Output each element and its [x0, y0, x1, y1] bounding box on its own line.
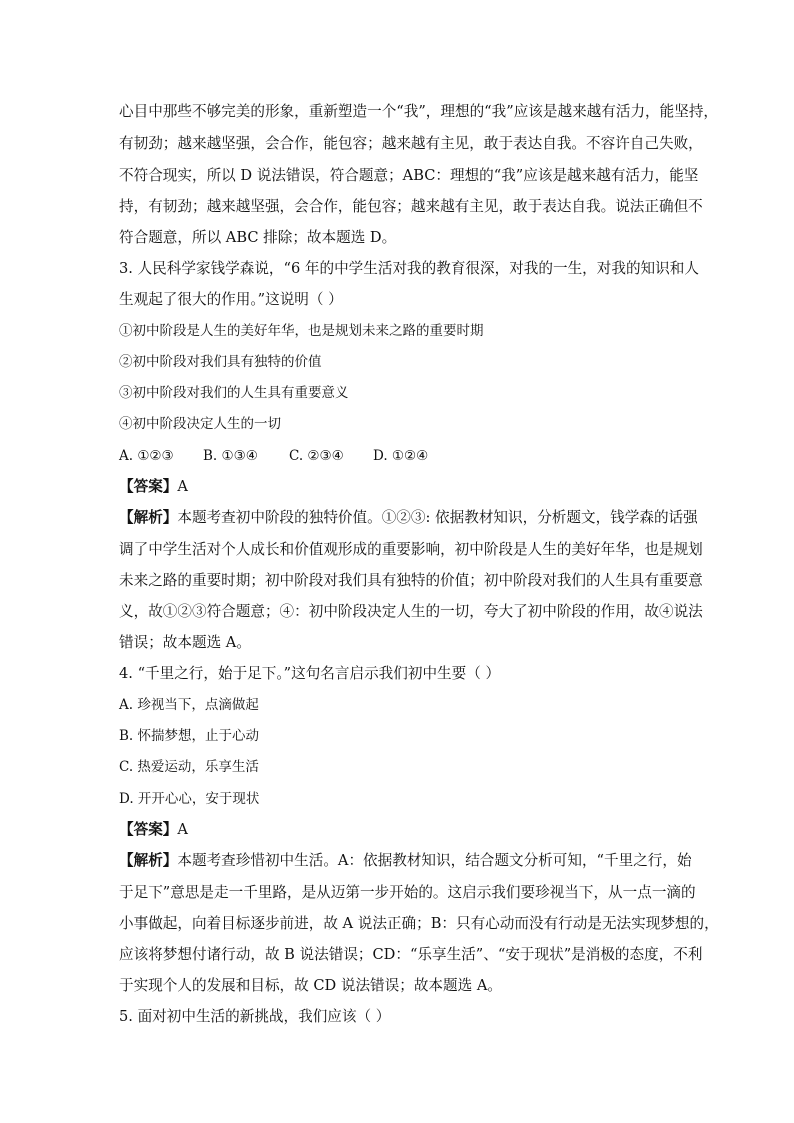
question-4-option: B. 怀揣梦想，止于心动 [119, 728, 260, 744]
question-3-item: ③初中阶段对我们的人生具有重要意义 [119, 385, 349, 401]
question-4-option: A. 珍视当下，点滴做起 [119, 697, 259, 713]
analysis-line: 于足下”意思是走一千里路，是从迈第一步开始的。这启示我们要珍视当下，从一点一滴的 [119, 884, 696, 901]
question-5-stem: 5. 面对初中生活的新挑战，我们应该（ ） [119, 1008, 391, 1025]
question-3-stem: 3. 人民科学家钱学森说，“6 年的中学生活对我的教育很深，对我的一生，对我的知识和人 [119, 260, 699, 277]
question-4-analysis [119, 851, 692, 871]
choice-d: D. ①②④ [373, 448, 429, 464]
paragraph-line: 不符合现实，所以 D 说法错误，符合题意；ABC：理想的“我”应该是越来越有活力，能坚 [119, 167, 699, 184]
analysis-text: 本题考查珍惜初中生活。A：依据教材知识，结合题文分析可知，“千里之行，始 [177, 852, 692, 869]
analysis-label: 【解析】 [119, 509, 178, 526]
answer-value: A [177, 478, 188, 495]
analysis-line: 于实现个人的发展和目标，故 CD 说法错误；故本题选 A。 [119, 977, 502, 994]
choice-b: B. ①③④ [203, 448, 258, 464]
question-3-stem-cont: 生观起了很大的作用。”这说明（ ） [119, 291, 343, 308]
choice-c: C. ②③④ [289, 448, 344, 464]
question-4-option: C. 热爱运动，乐享生活 [119, 759, 259, 775]
paragraph-line: 有韧劲；越来越坚强，会合作，能包容；越来越有主见，敢于表达自我。不容许自己失败， [119, 135, 703, 152]
analysis-label: 【解析】 [119, 852, 178, 869]
choice-a: A. ①②③ [119, 448, 174, 464]
analysis-line: 错误；故本题选 A。 [119, 634, 251, 651]
answer-value: A [177, 821, 188, 838]
analysis-line: 应该将梦想付诸行动，故 B 说法错误；CD：“乐享生活”、“安于现状”是消极的态度，不利 [119, 946, 703, 963]
question-4-answer [119, 820, 188, 840]
question-3-analysis [119, 508, 698, 528]
question-3-choices [119, 446, 428, 466]
question-3-item: ②初中阶段对我们具有独特的价值 [119, 354, 322, 370]
question-3-item: ④初中阶段决定人生的一切 [119, 416, 281, 432]
question-4-stem: 4. “千里之行，始于足下。”这句名言启示我们初中生要（ ） [119, 665, 501, 682]
answer-label: 【答案】 [119, 821, 178, 838]
analysis-text: 本题考查初中阶段的独特价值。①②③: 依据教材知识，分析题文，钱学森的话强 [177, 509, 698, 526]
analysis-line: 义，故①②③符合题意；④：初中阶段决定人生的一切，夸大了初中阶段的作用，故④说法 [119, 603, 703, 620]
analysis-line: 调了中学生活对个人成长和价值观形成的重要影响，初中阶段是人生的美好年华，也是规划 [119, 541, 703, 558]
paragraph-line: 符合题意，所以 ABC 排除；故本题选 D。 [119, 229, 397, 246]
paragraph-line: 持，有韧劲；越来越坚强，会合作，能包容；越来越有主见，敢于表达自我。说法正确但不 [119, 198, 703, 215]
answer-label: 【答案】 [119, 478, 178, 495]
question-4-option: D. 开开心心，安于现状 [119, 791, 260, 807]
question-3-item: ①初中阶段是人生的美好年华，也是规划未来之路的重要时期 [119, 323, 484, 339]
analysis-line: 小事做起，向着目标逐步前进，故 A 说法正确；B：只有心动而没有行动是无法实现梦想的， [119, 915, 719, 932]
analysis-line: 未来之路的重要时期；初中阶段对我们具有独特的价值；初中阶段对我们的人生具有重要意 [119, 572, 703, 589]
paragraph-line: 心目中那些不够完美的形象，重新塑造一个“我”，理想的“我”应该是越来越有活力，能坚持， [119, 103, 719, 120]
question-3-answer [119, 477, 188, 497]
